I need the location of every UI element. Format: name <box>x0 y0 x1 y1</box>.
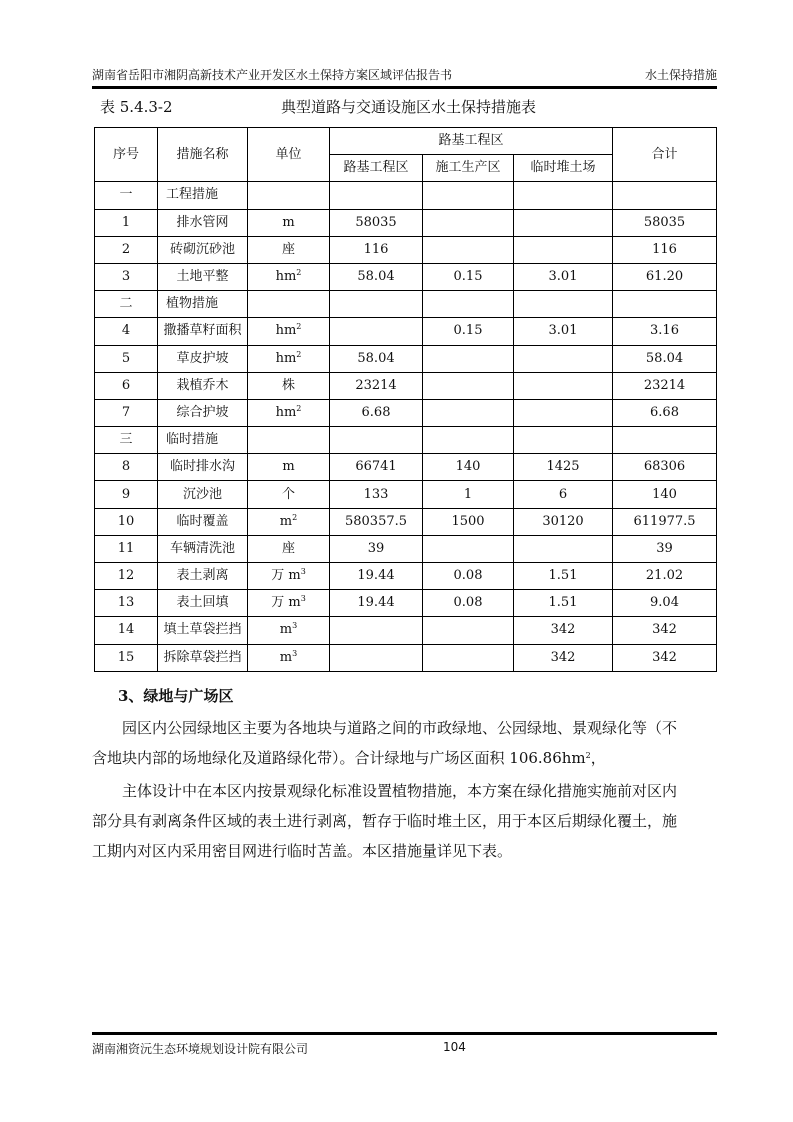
cell-roadbed: 133 <box>330 481 423 508</box>
cell-construction: 1 <box>423 481 514 508</box>
cell-construction <box>423 644 514 671</box>
cell-stockpile <box>514 182 613 209</box>
cell-stockpile <box>514 427 613 454</box>
cell-seq: 一 <box>95 182 158 209</box>
cell-stockpile: 3.01 <box>514 263 613 290</box>
cell-roadbed <box>330 318 423 345</box>
header-sub3: 临时堆土场 <box>514 155 613 182</box>
cell-stockpile <box>514 399 613 426</box>
cell-seq: 7 <box>95 399 158 426</box>
cell-construction <box>423 291 514 318</box>
cell-stockpile <box>514 209 613 236</box>
cell-unit: $m^3$ <box>248 617 330 644</box>
cell-unit: 万 $m^3$ <box>248 563 330 590</box>
cell-total: 9.04 <box>613 590 717 617</box>
cell-name: 植物措施 <box>158 291 248 318</box>
cell-name: 砖砌沉砂池 <box>158 236 248 263</box>
table-row <box>95 508 717 535</box>
cell-total: 611977.5 <box>613 508 717 535</box>
cell-stockpile <box>514 535 613 562</box>
header-seq: 序号 <box>95 128 158 182</box>
cell-construction: 0.08 <box>423 563 514 590</box>
cell-name: 草皮护坡 <box>158 345 248 372</box>
cell-stockpile: 1.51 <box>514 563 613 590</box>
cell-seq: 8 <box>95 454 158 481</box>
cell-construction <box>423 209 514 236</box>
cell-construction <box>423 617 514 644</box>
cell-unit: m <box>248 454 330 481</box>
cell-name: 表土剥离 <box>158 563 248 590</box>
cell-stockpile <box>514 291 613 318</box>
cell-total: 58.04 <box>613 345 717 372</box>
table-row <box>95 481 717 508</box>
table-row <box>95 590 717 617</box>
cell-unit: m <box>248 209 330 236</box>
cell-name: 填土草袋拦挡 <box>158 617 248 644</box>
cell-seq: 11 <box>95 535 158 562</box>
cell-seq: 二 <box>95 291 158 318</box>
paragraph-1-line-1: 园区内公园绿地区主要为各地块与道路之间的市政绿地、公园绿地、景观绿化等（不 <box>122 719 678 737</box>
cell-total: 58035 <box>613 209 717 236</box>
footer-organization: 湖南湘资沅生态环境规划设计院有限公司 <box>92 1042 309 1056</box>
table-row <box>95 399 717 426</box>
cell-unit: $hm^2$ <box>248 345 330 372</box>
cell-construction <box>423 236 514 263</box>
header-group: 路基工程区 <box>330 128 613 155</box>
cell-construction <box>423 182 514 209</box>
cell-unit: 座 <box>248 236 330 263</box>
cell-total: 140 <box>613 481 717 508</box>
cell-unit <box>248 427 330 454</box>
cell-unit: $hm^2$ <box>248 318 330 345</box>
cell-seq: 12 <box>95 563 158 590</box>
table-row <box>95 563 717 590</box>
cell-construction <box>423 345 514 372</box>
cell-name: 撒播草籽面积 <box>158 318 248 345</box>
cell-name: 栽植乔木 <box>158 372 248 399</box>
table-title: 典型道路与交通设施区水土保持措施表 <box>281 98 537 116</box>
cell-seq: 15 <box>95 644 158 671</box>
cell-roadbed: 6.68 <box>330 399 423 426</box>
paragraph-2-line-1: 主体设计中在本区内按景观绿化标准设置植物措施，本方案在绿化措施实施前对区内 <box>122 782 678 800</box>
cell-roadbed <box>330 427 423 454</box>
table-row <box>95 535 717 562</box>
table-row <box>95 209 717 236</box>
table-row <box>95 318 717 345</box>
cell-roadbed: 58.04 <box>330 263 423 290</box>
paragraph-1 <box>92 713 717 773</box>
table-row <box>95 263 717 290</box>
header-unit: 单位 <box>248 128 330 182</box>
cell-seq: 1 <box>95 209 158 236</box>
cell-stockpile <box>514 236 613 263</box>
table-row <box>95 644 717 671</box>
cell-seq: 9 <box>95 481 158 508</box>
cell-name: 工程措施 <box>158 182 248 209</box>
cell-stockpile: 30120 <box>514 508 613 535</box>
cell-construction: 0.15 <box>423 318 514 345</box>
cell-stockpile <box>514 345 613 372</box>
cell-seq: 6 <box>95 372 158 399</box>
cell-name: 临时措施 <box>158 427 248 454</box>
table-row <box>95 345 717 372</box>
page-header <box>92 62 717 86</box>
cell-roadbed: 23214 <box>330 372 423 399</box>
cell-unit: $hm^2$ <box>248 263 330 290</box>
cell-total: 342 <box>613 617 717 644</box>
header-name: 措施名称 <box>158 128 248 182</box>
header-rule <box>92 86 717 89</box>
cell-construction: 0.08 <box>423 590 514 617</box>
measures-table <box>94 127 717 672</box>
paragraph-2-line-3: 工期内对区内采用密目网进行临时苫盖。本区措施量详见下表。 <box>92 842 513 860</box>
cell-unit: 座 <box>248 535 330 562</box>
header-sub2: 施工生产区 <box>423 155 514 182</box>
cell-stockpile: 1425 <box>514 454 613 481</box>
cell-roadbed: 58.04 <box>330 345 423 372</box>
cell-total <box>613 291 717 318</box>
cell-total: 39 <box>613 535 717 562</box>
cell-construction <box>423 399 514 426</box>
cell-roadbed: 58035 <box>330 209 423 236</box>
cell-unit: $m^3$ <box>248 644 330 671</box>
cell-name: 临时排水沟 <box>158 454 248 481</box>
cell-name: 临时覆盖 <box>158 508 248 535</box>
table-category-row <box>95 182 717 209</box>
cell-total: 68306 <box>613 454 717 481</box>
cell-unit <box>248 182 330 209</box>
cell-stockpile: 1.51 <box>514 590 613 617</box>
cell-unit <box>248 291 330 318</box>
cell-construction: 0.15 <box>423 263 514 290</box>
paragraph-1-line-2: 含地块内部的场地绿化及道路绿化带）。合计绿地与广场区面积 $106.86hm^2$， <box>92 749 606 767</box>
cell-name: 拆除草袋拦挡 <box>158 644 248 671</box>
cell-roadbed: 66741 <box>330 454 423 481</box>
header-document-title: 湖南省岳阳市湘阴高新技术产业开发区水土保持方案区域评估报告书 <box>92 68 453 82</box>
cell-total: 23214 <box>613 372 717 399</box>
cell-construction <box>423 372 514 399</box>
cell-seq: 3 <box>95 263 158 290</box>
table-row <box>95 454 717 481</box>
cell-stockpile: 6 <box>514 481 613 508</box>
table-header-row <box>95 128 717 155</box>
cell-name: 综合护坡 <box>158 399 248 426</box>
cell-unit: 个 <box>248 481 330 508</box>
paragraph-2-line-2: 部分具有剥离条件区域的表土进行剥离，暂存于临时堆土区，用于本区后期绿化覆土，施 <box>92 812 678 830</box>
cell-construction: 1500 <box>423 508 514 535</box>
cell-total <box>613 427 717 454</box>
table-row <box>95 372 717 399</box>
cell-roadbed <box>330 617 423 644</box>
cell-stockpile <box>514 372 613 399</box>
cell-roadbed: 19.44 <box>330 563 423 590</box>
section-title: 3、绿地与广场区 <box>118 687 234 705</box>
cell-stockpile: 3.01 <box>514 318 613 345</box>
cell-name: 沉沙池 <box>158 481 248 508</box>
cell-roadbed <box>330 291 423 318</box>
cell-unit: 株 <box>248 372 330 399</box>
cell-seq: 5 <box>95 345 158 372</box>
cell-stockpile: 342 <box>514 644 613 671</box>
cell-total: 21.02 <box>613 563 717 590</box>
cell-stockpile: 342 <box>514 617 613 644</box>
paragraph-2 <box>92 776 717 866</box>
cell-roadbed <box>330 644 423 671</box>
cell-roadbed: 39 <box>330 535 423 562</box>
cell-roadbed: 19.44 <box>330 590 423 617</box>
cell-construction <box>423 427 514 454</box>
cell-roadbed: 580357.5 <box>330 508 423 535</box>
cell-construction: 140 <box>423 454 514 481</box>
table-row <box>95 617 717 644</box>
footer-rule <box>92 1032 717 1035</box>
cell-total: 116 <box>613 236 717 263</box>
cell-seq: 三 <box>95 427 158 454</box>
cell-total: 342 <box>613 644 717 671</box>
cell-roadbed <box>330 182 423 209</box>
cell-name: 车辆清洗池 <box>158 535 248 562</box>
header-sub1: 路基工程区 <box>330 155 423 182</box>
header-total: 合计 <box>613 128 717 182</box>
cell-seq: 2 <box>95 236 158 263</box>
cell-roadbed: 116 <box>330 236 423 263</box>
cell-total: 61.20 <box>613 263 717 290</box>
cell-unit: $m^2$ <box>248 508 330 535</box>
cell-total: 3.16 <box>613 318 717 345</box>
table-category-row <box>95 291 717 318</box>
header-chapter-title: 水土保持措施 <box>644 68 717 82</box>
table-row <box>95 236 717 263</box>
cell-seq: 13 <box>95 590 158 617</box>
cell-name: 表土回填 <box>158 590 248 617</box>
cell-construction <box>423 535 514 562</box>
cell-unit: $hm^2$ <box>248 399 330 426</box>
cell-seq: 10 <box>95 508 158 535</box>
page-number: 104 <box>443 1040 466 1054</box>
cell-name: 土地平整 <box>158 263 248 290</box>
cell-seq: 14 <box>95 617 158 644</box>
cell-name: 排水管网 <box>158 209 248 236</box>
table-number: 表 5.4.3-2 <box>100 98 173 116</box>
cell-total <box>613 182 717 209</box>
cell-unit: 万 $m^3$ <box>248 590 330 617</box>
table-category-row <box>95 427 717 454</box>
cell-total: 6.68 <box>613 399 717 426</box>
cell-seq: 4 <box>95 318 158 345</box>
